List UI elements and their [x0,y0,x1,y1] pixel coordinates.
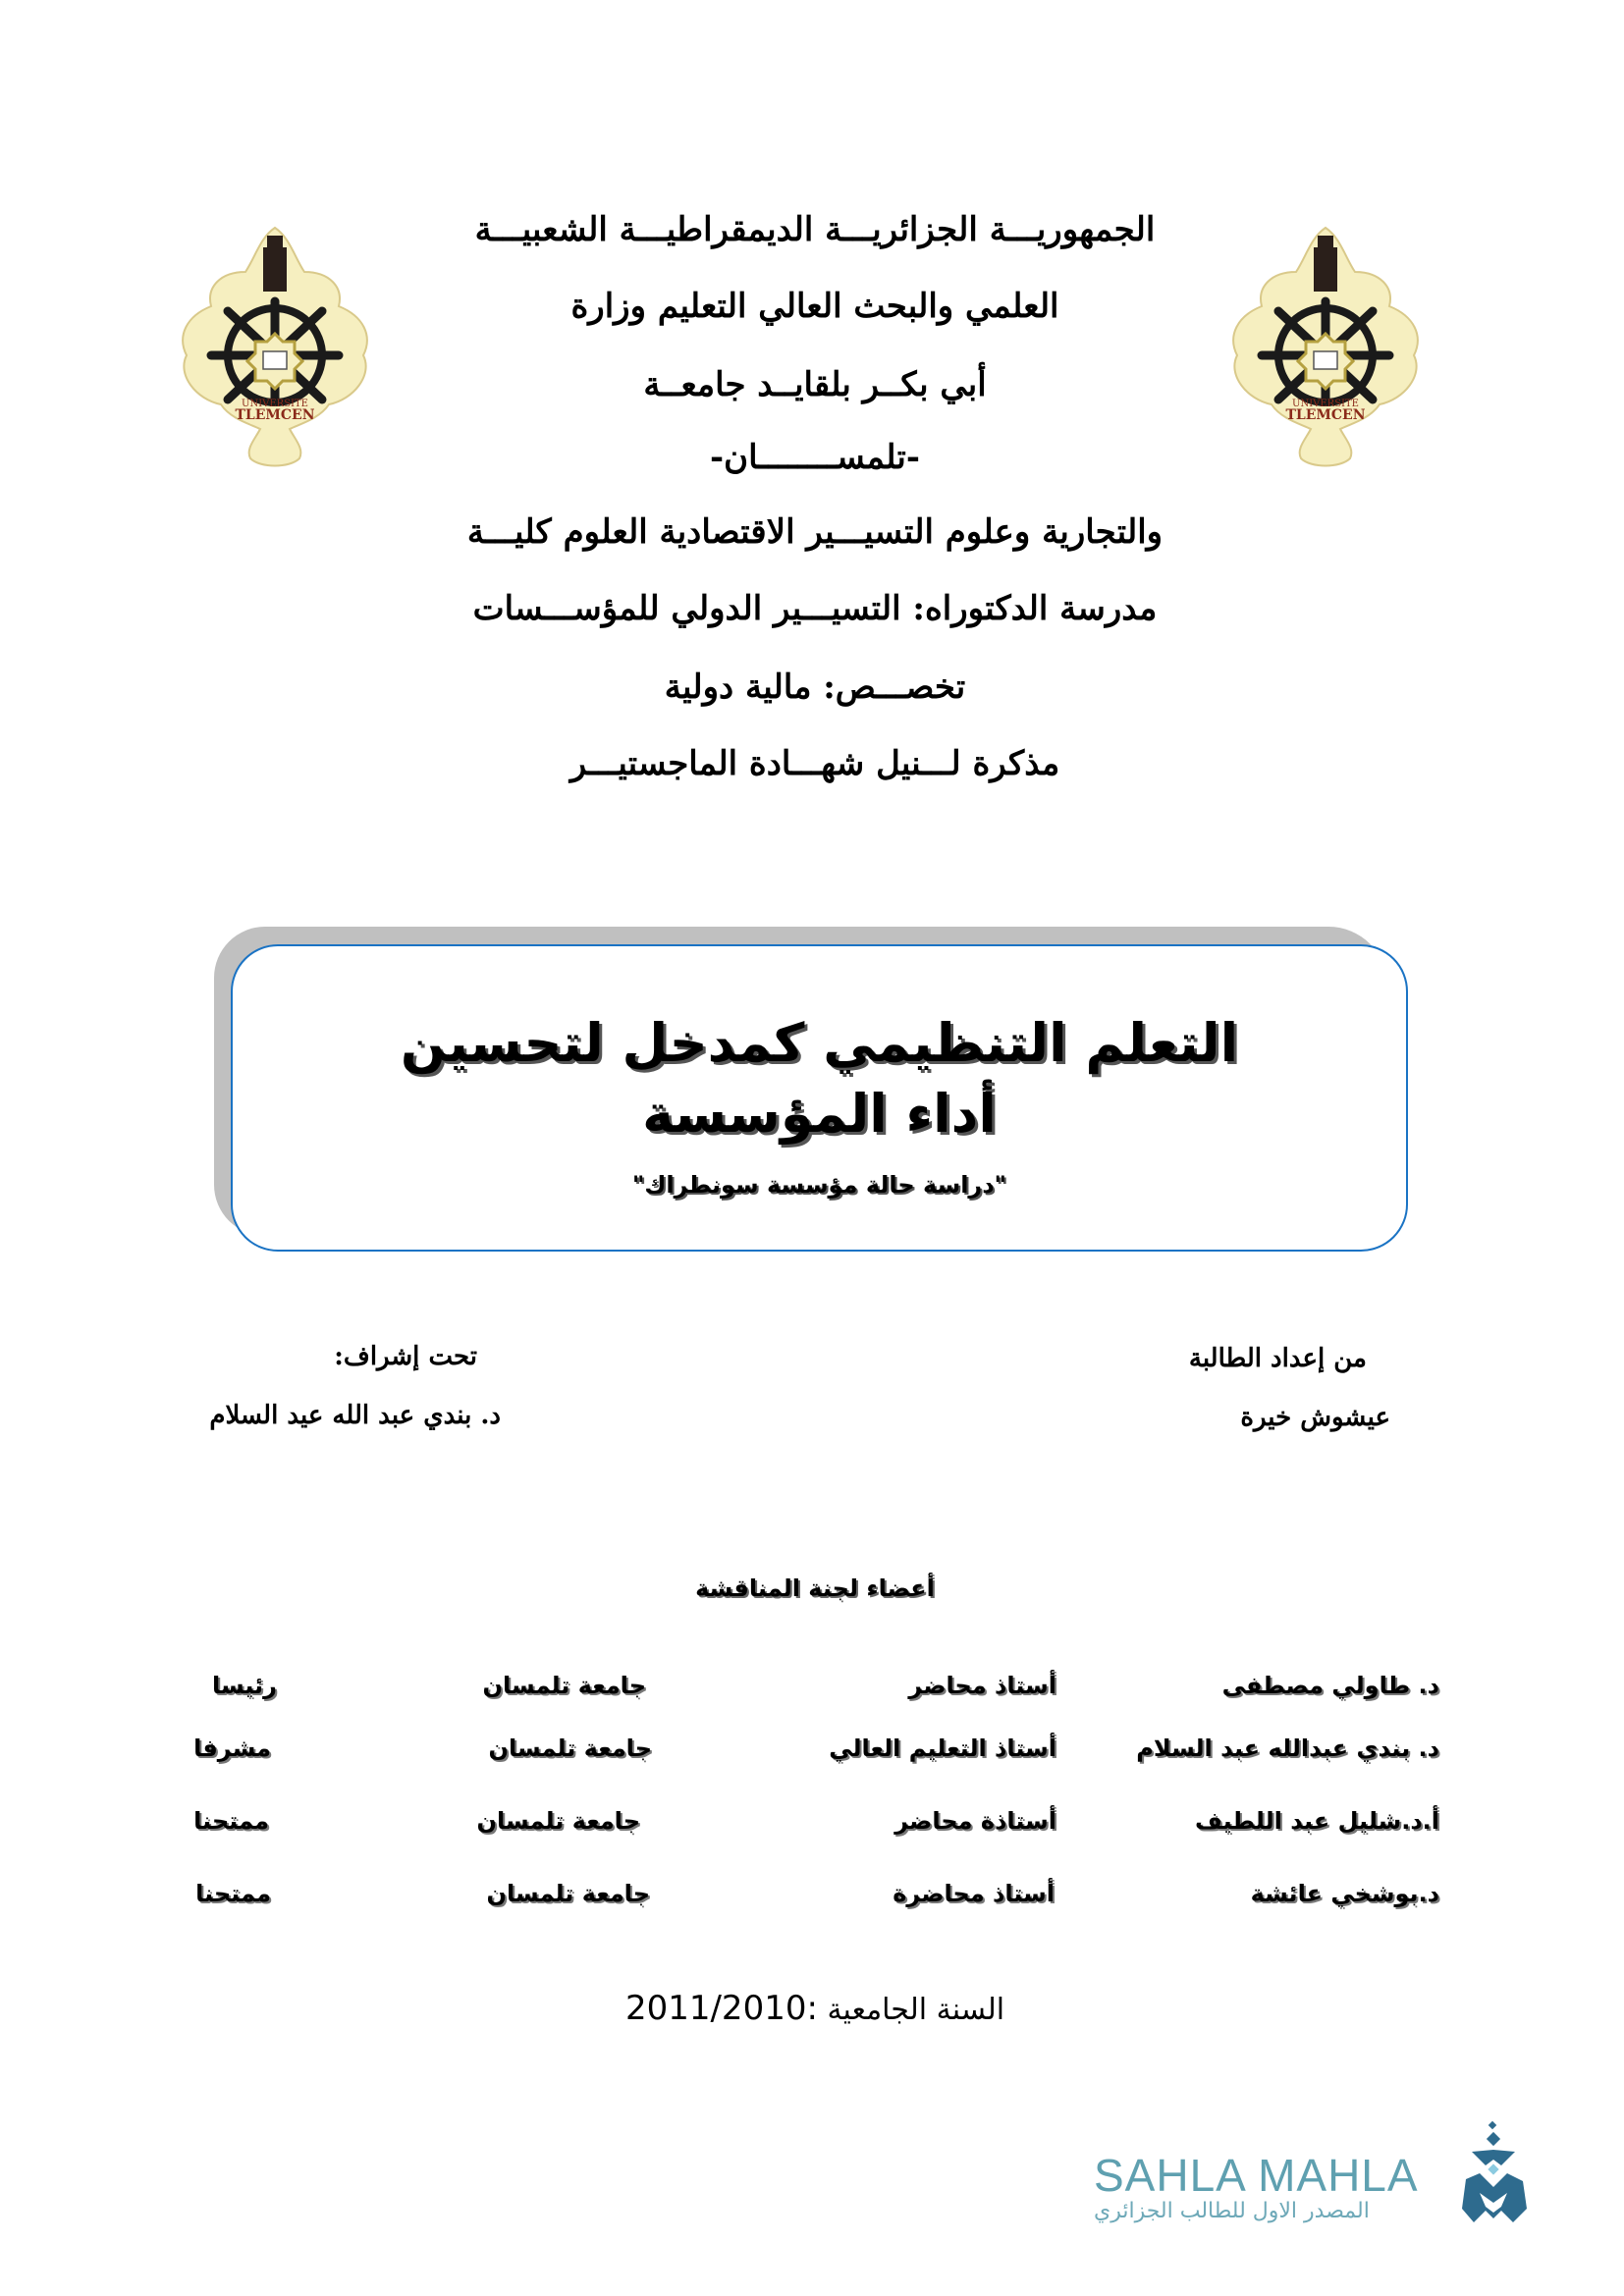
thesis-title-line2: أداء المؤسسة [642,1083,997,1145]
academic-year [609,1989,1021,2030]
country-name: الجمهوريـــة الجزائريـــة الديمقراطيـــة الشعبيـــة [474,210,1156,249]
svg-text:TLEMCEN: TLEMCEN [235,407,315,423]
member-rank: أستاذ محاضرة [893,1880,1055,1907]
member-rank: أستاذة محاضر [894,1807,1056,1835]
member-role: مشرفا [193,1735,271,1762]
city-name: -تلمســــــــان- [710,438,920,477]
specialization: تخصـــص: مالية دولية [664,667,966,707]
university-tlemcen-logo-right [1218,218,1434,473]
member-university: جامعة تلمسان [476,1807,640,1835]
svg-text:UNIVERSITE: UNIVERSITE [1292,399,1359,409]
member-name: د.بوشخي عائشة [1250,1880,1439,1907]
supervisor-name: د. بندي عبد الله عيد السلام [209,1401,501,1430]
thesis-title-line1: التعلم التنظيمي كمدخل لتحسين [400,1012,1239,1074]
author-label: من إعداد الطالبة [1188,1344,1367,1373]
watermark-tagline: المصدر الاول للطالب الجزائري [1094,2199,1370,2223]
member-name: د. طاولي مصطفى [1221,1672,1439,1699]
member-role: ممتحنا [193,1807,269,1835]
member-university: جامعة تلمسان [488,1735,652,1762]
svg-text:TLEMCEN: TLEMCEN [1285,407,1366,423]
member-university: جامعة تلمسان [482,1672,646,1699]
member-university: جامعة تلمسان [486,1880,650,1907]
academic-year-value: 2011/2010: [624,1989,818,2028]
thesis-subtitle: "دراسة حالة مؤسسة سونطراك" [631,1171,1007,1199]
doctoral-school: مدرسة الدكتوراه: التسيـــير الدولي للمؤســـسات [472,589,1158,628]
academic-year-label: السنة الجامعية [827,1993,1005,2027]
faculty-name: والتجارية وعلوم التسيـــير الاقتصادية العلوم كليـــة [466,512,1164,552]
title-box [231,944,1408,1252]
member-role: رئيسا [211,1672,277,1699]
watermark-brand: SAHLA MAHLA [1094,2150,1419,2201]
member-name: أ.د.شليل عبد اللطيف [1195,1807,1439,1835]
university-tlemcen-logo-left [167,218,383,473]
supervisor-label: تحت إشراف: [334,1342,477,1371]
university-name: أبي بكــر بلقايــد جامعــة [643,365,987,404]
sahla-mahla-logo-icon [1458,2120,1532,2238]
ministry-name: العلمي والبحث العالي التعليم وزارة [570,287,1059,326]
committee-title: أعضاء لجنة المناقشة [695,1575,935,1602]
member-rank: أستاذ محاضر [908,1672,1056,1699]
member-name: د. بندي عبدالله عبد السلام [1136,1735,1439,1762]
degree-statement: مذكرة لـــنيل شهـــادة الماجستيـــر [569,744,1060,783]
member-rank: أستاذ التعليم العالي [829,1735,1056,1762]
member-role: ممتحنا [195,1880,271,1907]
svg-text:UNIVERSITE: UNIVERSITE [242,399,308,409]
author-name: عيشوش خيرة [1240,1403,1390,1432]
